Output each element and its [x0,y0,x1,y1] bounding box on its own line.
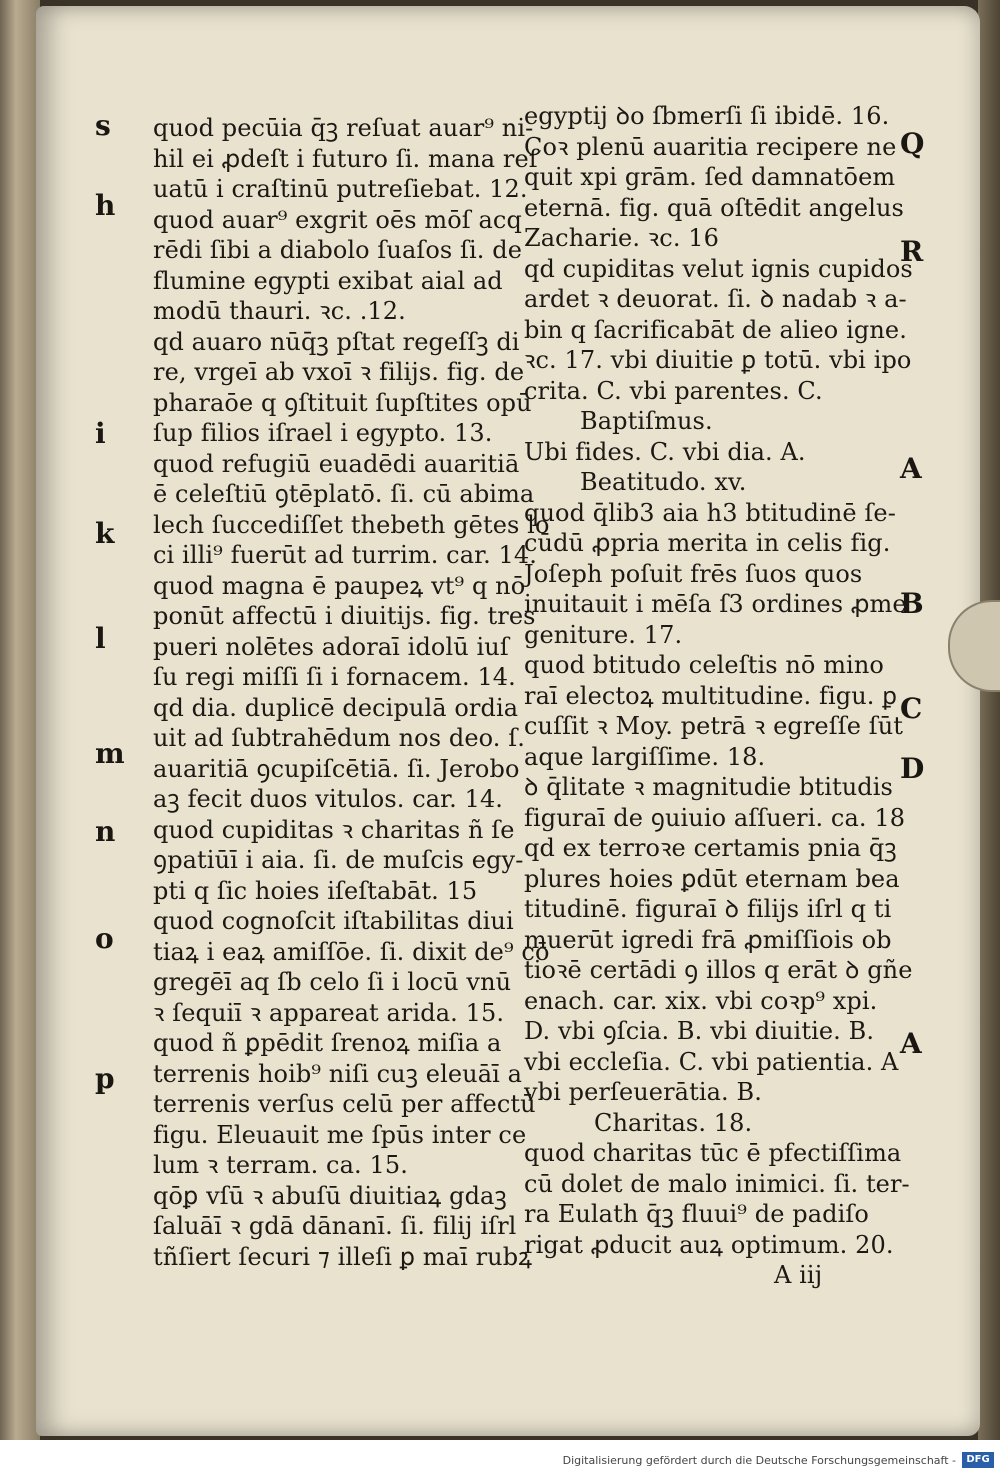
text-line: aque largiſſime. 18. [524,742,766,771]
text-line: figuraī de ꝯuiuio aſſueri. ca. 18 [524,803,906,832]
margin-letter: p [95,1062,115,1095]
text-line: cū dolet de malo inimici. ſi. ter- [524,1169,910,1198]
text-line: egyptij ꝺo ſbmerſi ſi ibidē. 16. [524,102,890,130]
text-line: quod q̄lib3 aia h3 btitudinē ſe- [524,498,896,527]
text-line: quod ñ ꝑpēdit ſrenoꝝ miſia a [153,1029,502,1057]
text-line: quod cognoſcit iſtabilitas diui [153,907,514,935]
margin-letter: A [900,452,922,485]
text-line: lech ſuccediſſet thebeth gētes lo [153,510,550,539]
text-line: qd cupiditas velut ignis cupidos [524,254,913,283]
facing-page-edge [0,0,40,1440]
footer-bar [0,1440,1000,1481]
section-heading: Baptiſmus. [580,407,713,435]
text-line: titudinē. figuraī ꝺ filijs iſrl q ti [524,895,892,923]
margin-letter: o [95,922,114,955]
text-line: ci illi⁹ fuerūt ad turrim. car. 14. [153,541,537,569]
text-line: inuitauit i mēſa ſ3 ordines ꝓme [524,590,907,618]
text-line: quod pecūia q̄ꝫ reſuat auar⁹ ni- [153,114,534,142]
section-heading: Beatitudo. xv. [580,468,747,496]
margin-letter: m [95,737,125,770]
margin-letter: A [900,1027,922,1060]
text-line: muerūt igredi frā ꝓmiſſiois ob [524,925,892,954]
margin-letter: s [95,109,111,142]
text-line: geniture. 17. [524,620,683,649]
dfg-logo-icon: DFG [962,1452,994,1468]
margin-letter: n [95,815,116,848]
text-line: ſup filios iſrael i egypto. 13. [153,419,493,447]
text-line: qd auaro nūq̄ꝫ pſtat regeſſꝫ di [153,327,520,356]
text-line: pueri nolētes adoraī idolū iuſ [153,632,509,661]
margin-letter: i [95,417,106,450]
text-line: rēdi ſibi a diabolo ſuaſos ſi. de [153,236,523,264]
text-line: auaritiā ꝯcupiſcētiā. ſi. Jerobo [153,754,520,783]
text-line: tioꝛē certādi ꝯ illos q erāt ꝺ gñe [524,956,913,984]
margin-letter: C [900,692,923,725]
text-line: terrenis verſus celū per affectū [153,1090,536,1118]
text-column-left [153,113,550,1272]
text-line: quod btitudo celeſtis nō mino [524,651,884,679]
text-column-right [524,101,913,1291]
text-line: hil ei ꝓdeſt i futuro ſi. mana reſ [153,144,538,173]
text-line: uit ad ſubtrahēdum nos deo. ſ. [153,724,525,752]
text-line: Ubi fides. C. vbi dia. A. [524,437,806,466]
text-line: figu. Eleuauit me ſpūs inter ce [153,1120,527,1149]
text-line: qd ex terroꝛe certamis pnia q̄ꝫ [524,834,897,862]
section-heading: Charitas. 18. [594,1108,753,1137]
text-line: bin q ſacrificabāt de alieo igne. [524,315,907,344]
text-line: tiaꝝ i eaꝝ amiſſōe. ſi. dixit de⁹ cō [153,937,550,966]
text-line: terrenis hoib⁹ niſi cuꝫ eleuāī a [153,1059,523,1088]
text-line: ra Eulath q̄ꝫ fluui⁹ de padiſo [524,1200,869,1228]
text-line: raī electoꝝ multitudine. figu. ꝑ [524,681,898,710]
text-line: ꝛ ſequiī ꝛ appareat arida. 15. [153,998,505,1027]
text-line: ē celeſtiū ꝯtēplatō. ſi. cū abima [153,480,535,508]
text-line: Zacharie. ꝛc. 16 [524,224,720,252]
signature-mark: A iij [774,1261,823,1289]
text-line: tñſiert ſecuri ⁊ illeſi ꝑ maī rubꝝ [153,1242,533,1271]
text-line: qd dia. duplicē decipulā ordia [153,693,519,722]
text-line: vbi eccleſia. C. vbi patientia. A [524,1047,899,1076]
margin-letter: D [900,752,925,785]
text-line: qōꝑ vſū ꝛ abuſū diuitiaꝝ gdaꝫ [153,1181,507,1210]
margin-letter: l [95,622,106,655]
text-line: uatū i craſtinū putreſiebat. 12. [153,175,528,203]
text-line: plures hoies ꝑdūt eternam bea [524,864,900,893]
margin-letter: B [900,587,924,620]
text-line: ponūt affectū i diuitijs. fig. tres [153,602,536,630]
text-line: ꝺ q̄litate ꝛ magnitudie btitudis [524,773,893,801]
text-line: quod auar⁹ exgrit oēs mōſ acq [153,205,522,234]
text-line: cūdū ꝓpria merita in celis fig. [524,529,891,557]
text-line: vbi perſeuerātia. B. [524,1078,762,1106]
text-line: D. vbi ꝯſcia. B. vbi diuitie. B. [524,1017,875,1045]
text-line: ardet ꝛ deuorat. ſi. ꝺ nadab ꝛ a- [524,285,907,313]
text-line: aꝫ fecit duos vitulos. car. 14. [153,785,504,813]
margin-letter: Q [900,127,925,160]
text-line: modū thauri. ꝛc. .12. [153,297,406,325]
text-line: quit xpi grām. ſed damnatōem [524,163,896,191]
margin-letter: k [95,517,115,550]
text-line: re, vrgeī ab vxoī ꝛ filijs. fig. de [153,358,525,386]
text-line: quod cupiditas ꝛ charitas ñ ſe [153,815,515,844]
text-line: lum ꝛ terram. ca. 15. [153,1151,408,1179]
text-line: crita. C. vbi parentes. C. [524,376,823,405]
text-line: cuſſit ꝛ Moy. petrā ꝛ egreſſe ſūt [524,712,904,740]
book-edge [978,0,1000,1440]
text-line: pharaōe q ꝯſtituit ſupſtites opū [153,388,532,417]
text-line: ꝯpatiūī i aia. ſi. de muſcis egy- [153,846,524,874]
text-line: quod refugiū euadēdi auaritiā [153,449,520,478]
text-line: quod magna ē paupeꝝ vt⁹ q nō [153,571,526,600]
text-line: pti q ſic hoies iſeſtabāt. 15 [153,876,478,905]
text-line: eternā. fig. quā oſtēdit angelus [524,193,904,222]
text-line: ꝛc. 17. vbi diuitie ꝑ totū. vbi ipo [524,346,912,374]
text-line: gregēī aq ſb celo ſi i locū vnū [153,968,512,996]
margin-letter: h [95,189,116,222]
text-line: ſu regi miſſi ſi i fornacem. 14. [153,663,516,691]
funding-notice: Digitalisierung gefördert durch die Deutsche Forschungsgemeinschaft - [562,1454,956,1467]
text-line: quod charitas tūc ē pfectiſſima [524,1139,902,1167]
text-line: flumine egypti exibat aial ad [153,266,503,295]
text-line: rigat ꝓducit auꝝ optimum. 20. [524,1230,894,1259]
margin-letter: R [900,235,924,268]
text-line: enach. car. xix. vbi coꝛp⁹ xpi. [524,986,878,1015]
text-line: ſaluāī ꝛ gdā dānanī. ſi. filij iſrl [153,1212,517,1240]
text-line: Joſeph poſuit frēs ſuos quos [524,559,863,588]
text-line: Coꝛ plenū auaritia recipere ne [524,132,897,161]
